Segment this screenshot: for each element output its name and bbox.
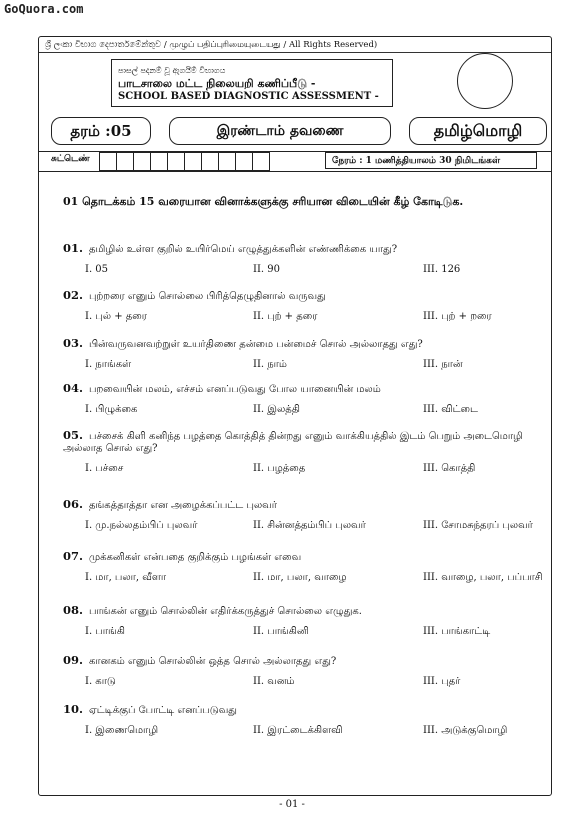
option-1[interactable]: I. நாங்கள் xyxy=(85,359,132,370)
index-cell[interactable] xyxy=(168,152,185,171)
option-2[interactable]: II. மா, பலா, வாழை xyxy=(253,572,347,583)
options xyxy=(63,404,541,422)
option-1[interactable]: I. இணைமொழி xyxy=(85,725,159,736)
question-number: 04. xyxy=(63,381,84,395)
index-cell[interactable] xyxy=(117,152,134,171)
question-number: 03. xyxy=(63,336,84,350)
question-text: தங்கத்தாத்தா என அழைக்கப்பட்ட புலவர் xyxy=(89,500,277,511)
index-cell[interactable] xyxy=(134,152,151,171)
question-5 xyxy=(63,428,541,481)
option-2[interactable]: II. பாங்கினி xyxy=(253,626,309,637)
grade-box: தரம் :05 xyxy=(51,117,151,145)
question-2 xyxy=(63,288,541,329)
options xyxy=(63,572,541,590)
question-9 xyxy=(63,653,541,694)
index-cell[interactable] xyxy=(236,152,253,171)
index-number-cells[interactable] xyxy=(99,152,270,171)
rights-notice: ශ්‍රී ලංකා විභාග දෙපාර්තමේන්තුව / முழுப் பதிப்புரிமையுடையது / All Rights Reserved) xyxy=(39,37,551,53)
question-number: 08. xyxy=(63,603,84,617)
options xyxy=(63,463,541,481)
option-1[interactable]: I. காடு xyxy=(85,676,116,687)
question-number: 09. xyxy=(63,653,84,667)
time-box: நேரம் : 1 மணித்தியாலம் 30 நிமிடங்கள் xyxy=(325,152,537,169)
term-box: இரண்டாம் தவணை xyxy=(169,117,391,145)
option-2[interactable]: II. 90 xyxy=(253,264,280,275)
index-label: சுட்டெண் xyxy=(51,154,90,164)
question-number: 02. xyxy=(63,288,84,302)
index-cell[interactable] xyxy=(185,152,202,171)
option-1[interactable]: I. மு.நல்லதம்பிப் புலவர் xyxy=(85,520,198,531)
question-10 xyxy=(63,702,541,743)
options xyxy=(63,264,541,282)
options xyxy=(63,676,541,694)
option-2[interactable]: II. நாம் xyxy=(253,359,287,370)
question-text: பச்சைக் கிளி கனிந்த பழத்தை கொத்தித் தின்றது எனும் வாக்கியத்தில் இடம் பெறும் அடைமொழி அல்லாத சொல் எது? xyxy=(63,431,523,454)
title-sinhala: පාසල් පදනම් වූ ඇගයීම් විභාගය xyxy=(118,66,226,75)
question-number: 10. xyxy=(63,702,84,716)
option-3[interactable]: III. பாங்காட்டி xyxy=(423,626,491,637)
option-1[interactable]: I. பச்சை xyxy=(85,463,124,474)
options xyxy=(63,359,541,377)
watermark: GoQuora.com xyxy=(4,2,84,16)
option-3[interactable]: III. அடுக்குமொழி xyxy=(423,725,508,736)
title-tamil: பாடசாலை மட்ட நிலையறி கணிப்பீடு - xyxy=(118,77,316,90)
option-2[interactable]: II. வனம் xyxy=(253,676,295,687)
title-box xyxy=(111,59,393,107)
question-4 xyxy=(63,381,541,422)
option-2[interactable]: II. பழத்தை xyxy=(253,463,306,474)
question-6 xyxy=(63,497,541,538)
question-text: ஏட்டிக்குப் போட்டி எனப்படுவது xyxy=(89,705,237,716)
option-1[interactable]: I. புல் + தரை xyxy=(85,311,147,322)
option-1[interactable]: I. பாங்கி xyxy=(85,626,125,637)
index-cell[interactable] xyxy=(253,152,270,171)
subject-box: தமிழ்மொழி xyxy=(409,117,547,145)
divider xyxy=(39,171,551,172)
option-3[interactable]: III. 126 xyxy=(423,264,461,275)
title-english: SCHOOL BASED DIAGNOSTIC ASSESSMENT - xyxy=(118,91,379,102)
option-1[interactable]: I. மா, பலா, வீளா xyxy=(85,572,167,583)
option-3[interactable]: III. புதர் xyxy=(423,676,461,687)
question-text: புற்றரை எனும் சொல்லை பிரித்தெழுதினால் வருவது xyxy=(89,291,326,302)
question-number: 01. xyxy=(63,241,84,255)
question-7 xyxy=(63,549,541,590)
question-text: முக்கனிகள் என்பதை குறிக்கும் பழங்கள் எவை xyxy=(89,552,302,563)
question-number: 07. xyxy=(63,549,84,563)
question-3 xyxy=(63,336,541,377)
index-cell[interactable] xyxy=(99,152,117,171)
option-2[interactable]: II. சின்னத்தம்பிப் புலவர் xyxy=(253,520,366,531)
options xyxy=(63,725,541,743)
option-3[interactable]: III. வாழை, பலா, பப்பாசி xyxy=(423,572,543,583)
option-1[interactable]: I. பிழுக்கை xyxy=(85,404,138,415)
instruction: 01 தொடக்கம் 15 வரையான வினாக்களுக்கு சரியான விடையின் கீழ் கோடிடுக. xyxy=(63,195,464,208)
options xyxy=(63,626,541,644)
index-cell[interactable] xyxy=(219,152,236,171)
option-3[interactable]: III. நான் xyxy=(423,359,463,370)
question-number: 05. xyxy=(63,428,84,442)
option-3[interactable]: III. புற் + றரை xyxy=(423,311,492,322)
option-3[interactable]: III. கொத்தி xyxy=(423,463,476,474)
option-2[interactable]: II. இரட்டைக்கிளவி xyxy=(253,725,343,736)
question-number: 06. xyxy=(63,497,84,511)
option-3[interactable]: III. விட்டை xyxy=(423,404,478,415)
options xyxy=(63,520,541,538)
question-text: தமிழில் உள்ள குறில் உயிர்மெய் எழுத்துக்களின் எண்ணிக்கை யாது? xyxy=(89,244,398,255)
option-1[interactable]: I. 05 xyxy=(85,264,109,275)
question-text: பின்வருவனவற்றுள் உயர்திணை தன்மை பன்மைச் சொல் அல்லாதது எது? xyxy=(89,339,423,350)
options xyxy=(63,311,541,329)
exam-sheet xyxy=(38,36,552,796)
option-2[interactable]: II. புற் + தரை xyxy=(253,311,318,322)
question-1 xyxy=(63,241,541,282)
index-cell[interactable] xyxy=(151,152,168,171)
question-text: பறவையின் மலம், எச்சம் எனப்படுவது போல யானையின் மலம் xyxy=(89,384,381,395)
page-number: - 01 - xyxy=(279,799,305,810)
index-cell[interactable] xyxy=(202,152,219,171)
question-8 xyxy=(63,603,541,644)
question-text: கானகம் எனும் சொல்லின் ஒத்த சொல் அல்லாதது எது? xyxy=(89,656,337,667)
question-text: பாங்கன் எனும் சொல்லின் எதிர்க்கருத்துச் சொல்லை எழுதுக. xyxy=(89,606,362,617)
option-2[interactable]: II. இலத்தி xyxy=(253,404,300,415)
option-3[interactable]: III. சோமசுந்தரப் புலவர் xyxy=(423,520,533,531)
seal-circle xyxy=(457,53,513,109)
index-row xyxy=(39,152,551,170)
